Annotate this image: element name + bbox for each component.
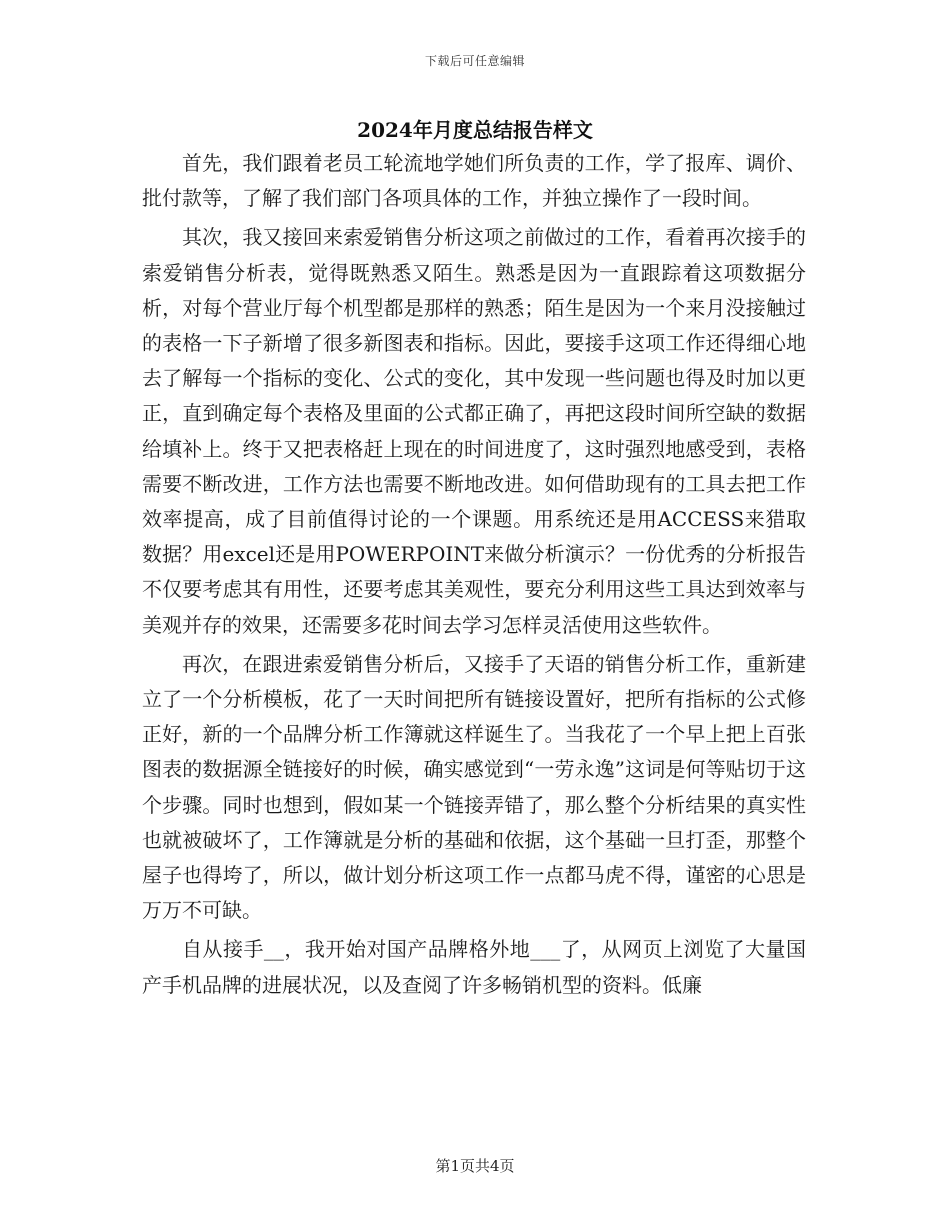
- page-number: 第1页共4页: [435, 1157, 515, 1175]
- paragraph-4: 自从接手__，我开始对国产品牌格外地___了，从网页上浏览了大量国产手机品牌的进展状况，以及查阅了许多畅销机型的资料。低廉: [142, 937, 806, 997]
- document-title: 2024年月度总结报告样文: [357, 118, 593, 142]
- paragraph-3: 再次，在跟进索爱销售分析后，又接手了天语的销售分析工作，重新建立了一个分析模板，花了一天时间把所有链接设置好，把所有指标的公式修正好，新的一个品牌分析工作簿就这样诞生了。当我花了一个早上把上百张图表的数据源全链接好的时候，确实感觉到“一劳永逸”这词是何等贴切于这个步骤。同时也想到，假如某一个链接弄错了，那么整个分析结果的真实性也就被破坏了，工作簿就是分析的基础和依据，这个基础一旦打歪，那整个屋子也得垮了，所以，做计划分析这项工作一点都马虎不得，谨密的心思是万万不可缺。: [142, 651, 806, 923]
- header-note: 下载后可任意编辑: [424, 54, 525, 68]
- document-body: [142, 146, 806, 1007]
- paragraph-2: 其次，我又接回来索爱销售分析这项之前做过的工作，看着再次接手的索爱销售分析表，觉得既熟悉又陌生。熟悉是因为一直跟踪着这项数据分析，对每个营业厅每个机型都是那样的熟悉；陌生是因为一个来月没接触过的表格一下子新增了很多新图表和指标。因此，要接手这项工作还得细心地去了解每一个指标的变化、公式的变化，其中发现一些问题也得及时加以更正，直到确定每个表格及里面的公式都正确了，再把这段时间所空缺的数据给填补上。终于又把表格赶上现在的时间进度了，这时强烈地感受到，表格需要不断改进，工作方法也需要不断地改进。如何借助现有的工具去把工作效率提高，成了目前值得讨论的一个课题。用系统还是用ACCESS来猎取数据？用excel还是用POWERPOINT来做分析演示？一份优秀的分析报告不仅要考虑其有用性，还要考虑其美观性，要充分利用这些工具达到效率与美观并存的效果，还需要多花时间去学习怎样灵活使用这些软件。: [142, 225, 806, 637]
- paragraph-1: 首先，我们跟着老员工轮流地学她们所负责的工作，学了报库、调价、批付款等，了解了我们部门各项具体的工作，并独立操作了一段时间。: [142, 151, 806, 211]
